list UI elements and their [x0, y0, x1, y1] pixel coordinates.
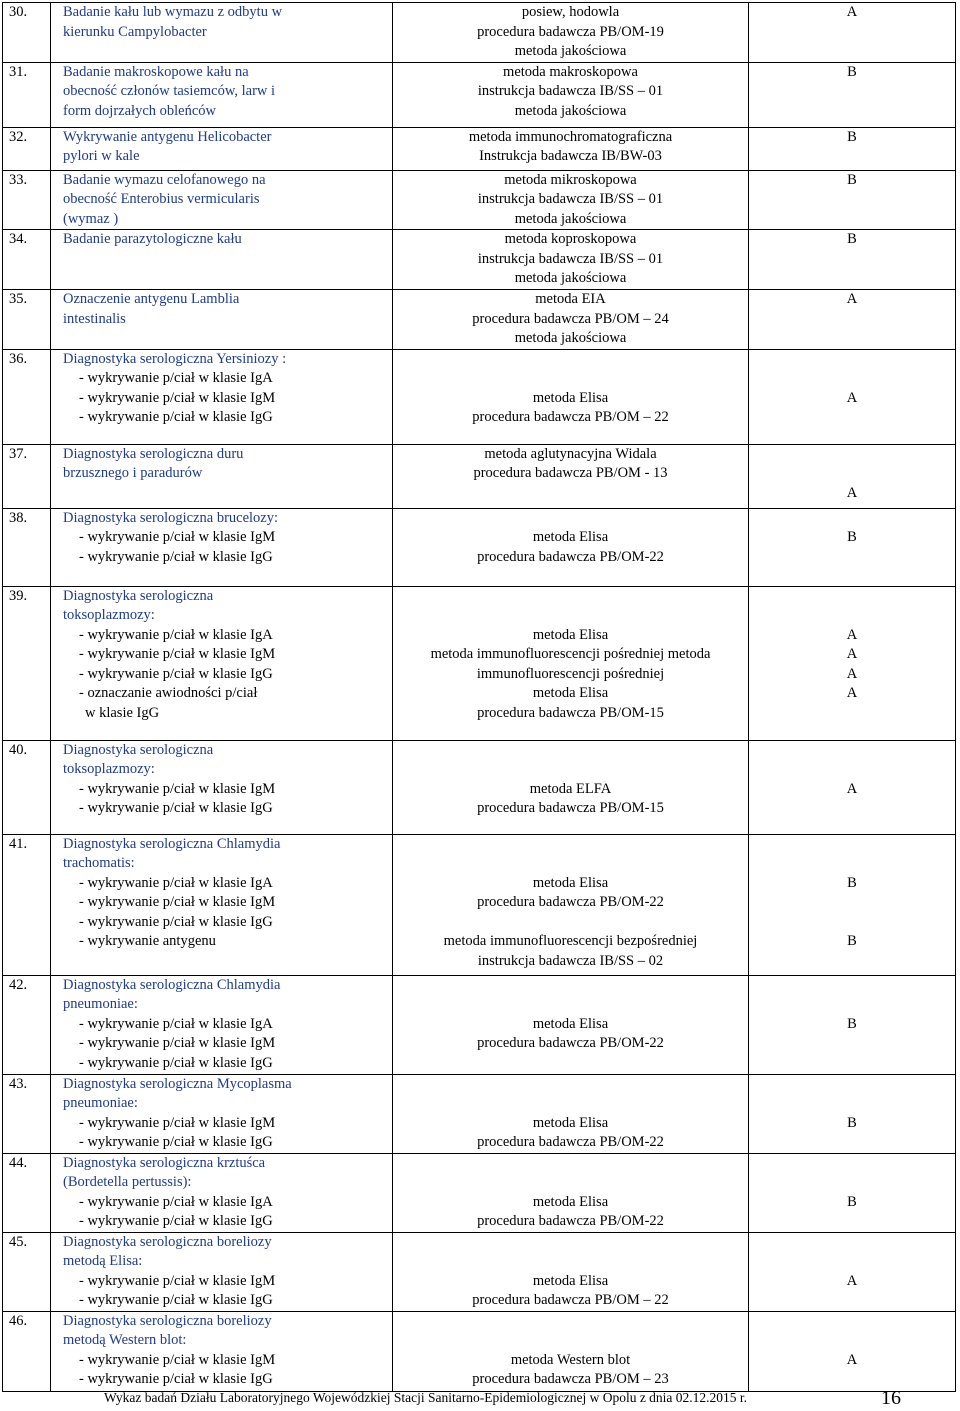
test-title-line: Diagnostyka serologiczna boreliozy	[63, 1312, 272, 1329]
accreditation-category	[749, 1311, 956, 1391]
method-line: procedura badawcza PB/OM – 24	[472, 310, 669, 327]
accreditation-category	[749, 230, 956, 290]
test-description	[51, 444, 393, 508]
test-title-line: trachomatis:	[63, 855, 135, 871]
accreditation-category	[749, 975, 956, 1074]
spacer	[749, 835, 955, 855]
test-title-line: metodą Western blot:	[63, 1332, 187, 1348]
test-subitem: - wykrywanie p/ciał w klasie IgG	[79, 1371, 273, 1387]
test-subitem: - wykrywanie p/ciał w klasie IgM	[79, 529, 276, 545]
spacer	[749, 976, 955, 996]
accreditation-category	[749, 444, 956, 508]
test-description	[51, 1311, 393, 1391]
method-line: instrukcja badawcza IB/SS – 01	[477, 191, 664, 207]
row-number: 45.	[3, 1232, 51, 1311]
test-description	[51, 1232, 393, 1311]
category-letter: B	[847, 529, 857, 545]
method-line: metoda Western blot	[510, 1351, 631, 1368]
test-subitem: - wykrywanie p/ciał w klasie IgA	[79, 1015, 273, 1032]
test-subitem: - wykrywanie p/ciał w klasie IgM	[79, 780, 276, 797]
test-description	[51, 170, 393, 230]
category-letter: A	[846, 1351, 858, 1368]
test-subitem: - wykrywanie p/ciał w klasie IgA	[79, 370, 273, 386]
test-subitem: - wykrywanie p/ciał w klasie IgG	[79, 665, 273, 682]
spacer	[393, 1233, 748, 1253]
spacer	[749, 1331, 955, 1351]
method-line: metoda Elisa	[532, 626, 609, 643]
category-letter: A	[846, 626, 858, 643]
table-row	[3, 349, 956, 444]
accreditation-category	[749, 586, 956, 740]
table-row	[3, 586, 956, 740]
method-line: metoda Elisa	[532, 685, 609, 701]
spacer	[749, 1252, 955, 1272]
method-line: metoda Elisa	[532, 1114, 609, 1131]
test-description	[51, 3, 393, 63]
test-method	[393, 349, 749, 444]
spacer	[393, 913, 748, 933]
test-title-line: kierunku Campylobacter	[63, 23, 207, 40]
test-subitem: - wykrywanie p/ciał w klasie IgM	[79, 1035, 276, 1051]
spacer	[749, 509, 955, 529]
test-method	[393, 170, 749, 230]
test-title-line: Diagnostyka serologiczna brucelozy:	[63, 509, 279, 526]
method-line: metoda immunochromatograficzna	[468, 128, 673, 145]
test-list-table	[2, 2, 956, 1392]
test-title-line: Diagnostyka serologiczna Mycoplasma	[63, 1075, 292, 1092]
test-title-line: brzusznego i paradurów	[63, 465, 203, 481]
method-line: metoda mikroskopowa	[504, 171, 637, 188]
method-line: instrukcja badawcza IB/SS – 01	[477, 83, 664, 99]
test-description	[51, 1074, 393, 1153]
spacer	[749, 587, 955, 607]
category-letter: A	[846, 665, 858, 682]
test-subitem: - wykrywanie p/ciał w klasie IgM	[79, 389, 276, 406]
method-line: posiew, hodowla	[521, 4, 620, 20]
spacer	[749, 1312, 955, 1332]
spacer	[393, 587, 748, 607]
spacer	[393, 606, 748, 626]
category-letter: A	[846, 1272, 858, 1289]
test-subitem: - wykrywanie p/ciał w klasie IgM	[79, 1351, 276, 1368]
test-method	[393, 586, 749, 740]
method-line: metoda ELFA	[529, 780, 612, 797]
method-line: metoda jakościowa	[514, 210, 627, 227]
test-method	[393, 230, 749, 290]
row-number: 43.	[3, 1074, 51, 1153]
spacer	[393, 1094, 748, 1114]
row-number: 35.	[3, 290, 51, 350]
spacer	[393, 835, 748, 855]
row-number: 39.	[3, 586, 51, 740]
footer-text: Wykaz badań Działu Laboratoryjnego Wojewódzkiej Stacji Sanitarno-Epidemiologicznej w Opolu z dnia 02.12.2015 r.	[104, 1390, 748, 1405]
test-description	[51, 290, 393, 350]
test-method	[393, 127, 749, 170]
row-number: 40.	[3, 740, 51, 834]
spacer	[393, 741, 748, 761]
test-title-line: obecność Enterobius vermicularis	[63, 191, 260, 207]
test-title-line: Diagnostyka serologiczna Chlamydia	[63, 976, 281, 993]
spacer	[749, 760, 955, 780]
accreditation-category	[749, 1153, 956, 1232]
row-number: 37.	[3, 444, 51, 508]
test-title-line: Diagnostyka serologiczna Chlamydia	[63, 835, 281, 852]
row-number: 44.	[3, 1153, 51, 1232]
spacer	[393, 976, 748, 996]
spacer	[749, 1075, 955, 1095]
method-line: metoda makroskopowa	[503, 63, 638, 80]
test-title-line: Badanie parazytologiczne kału	[63, 231, 242, 247]
row-number: 30.	[3, 3, 51, 63]
test-subitem: - wykrywanie p/ciał w klasie IgM	[79, 1272, 276, 1289]
accreditation-category	[749, 1232, 956, 1311]
table-row	[3, 62, 956, 127]
test-description	[51, 230, 393, 290]
test-title-line: Diagnostyka serologiczna krztuśca	[63, 1154, 266, 1171]
category-letter: A	[846, 389, 858, 406]
table-row	[3, 834, 956, 975]
test-subitem: - wykrywanie antygenu	[79, 933, 216, 949]
test-title-line: Diagnostyka serologiczna	[63, 587, 214, 604]
test-subitem: - wykrywanie p/ciał w klasie IgG	[79, 1054, 273, 1071]
method-line: metoda jakościowa	[514, 43, 627, 59]
row-number: 33.	[3, 170, 51, 230]
test-title-line: Badanie makroskopowe kału na	[63, 63, 249, 80]
category-letter: B	[847, 128, 857, 145]
method-line: metoda aglutynacyjna Widala	[484, 445, 657, 462]
test-title-line: metodą Elisa:	[63, 1253, 143, 1269]
test-title-line: pylori w kale	[63, 148, 140, 164]
row-number: 42.	[3, 975, 51, 1074]
method-line: metoda Elisa	[532, 874, 609, 891]
test-description	[51, 508, 393, 586]
spacer	[749, 995, 955, 1015]
method-line: metoda Elisa	[532, 1193, 609, 1210]
table-row	[3, 1074, 956, 1153]
spacer	[749, 606, 955, 626]
table-row	[3, 975, 956, 1074]
accreditation-category	[749, 834, 956, 975]
method-line: metoda Elisa	[532, 1272, 609, 1289]
spacer	[393, 1312, 748, 1332]
method-line: procedura badawcza PB/OM-19	[477, 23, 664, 40]
accreditation-category	[749, 127, 956, 170]
method-line: immunofluorescencji pośredniej	[476, 665, 665, 682]
accreditation-category	[749, 3, 956, 63]
table-row	[3, 1153, 956, 1232]
table-row	[3, 1232, 956, 1311]
test-title-line: Badanie wymazu celofanowego na	[63, 171, 266, 188]
test-title-line: (Bordetella pertussis):	[63, 1174, 192, 1190]
test-subitem: - wykrywanie p/ciał w klasie IgG	[79, 1213, 273, 1229]
table-row	[3, 3, 956, 63]
method-line: metoda EIA	[535, 291, 606, 307]
test-method	[393, 62, 749, 127]
accreditation-category	[749, 290, 956, 350]
method-line: Instrukcja badawcza IB/BW-03	[479, 148, 662, 164]
category-letter: B	[847, 1015, 857, 1032]
method-line: procedura badawcza PB/OM – 22	[472, 1292, 669, 1308]
method-line: metoda jakościowa	[514, 330, 627, 346]
category-letter: A	[846, 685, 858, 701]
method-line: procedura badawcza PB/OM-15	[477, 704, 664, 721]
table-row	[3, 170, 956, 230]
method-line: metoda immunofluorescencji pośredniej metoda	[430, 646, 711, 662]
test-method	[393, 1311, 749, 1391]
test-subitem: - wykrywanie p/ciał w klasie IgG	[79, 1292, 273, 1308]
category-letter: B	[847, 874, 857, 891]
accreditation-category	[749, 349, 956, 444]
test-description	[51, 975, 393, 1074]
method-line: instrukcja badawcza IB/SS – 01	[477, 250, 664, 267]
test-title-line: pneumoniae:	[63, 1095, 138, 1111]
accreditation-category	[749, 740, 956, 834]
method-line: procedura badawcza PB/OM-22	[477, 548, 664, 565]
category-letter: A	[846, 646, 858, 662]
category-letter: B	[847, 231, 857, 247]
table-body	[3, 3, 956, 1392]
test-title-line: form dojrzałych obleńców	[63, 102, 217, 119]
row-number: 36.	[3, 349, 51, 444]
spacer	[393, 1173, 748, 1193]
accreditation-category	[749, 1074, 956, 1153]
method-line: procedura badawcza PB/OM-22	[477, 1213, 664, 1229]
test-title-line: intestinalis	[63, 310, 126, 327]
spacer	[749, 445, 955, 465]
spacer	[749, 369, 955, 389]
test-subitem: - wykrywanie p/ciał w klasie IgA	[79, 1193, 273, 1210]
spacer	[749, 464, 955, 484]
spacer	[393, 1154, 748, 1174]
row-number: 31.	[3, 62, 51, 127]
spacer	[749, 913, 955, 933]
row-number: 32.	[3, 127, 51, 170]
method-line: procedura badawcza PB/OM – 22	[472, 409, 669, 425]
method-line: metoda Elisa	[532, 389, 609, 406]
spacer	[393, 854, 748, 874]
spacer	[749, 1173, 955, 1193]
spacer	[749, 350, 955, 370]
category-letter: B	[847, 63, 857, 80]
test-title-line: Oznaczenie antygenu Lamblia	[63, 291, 240, 307]
category-letter: A	[846, 291, 858, 307]
test-title-line: Diagnostyka serologiczna Yersiniozy :	[63, 350, 287, 367]
test-method	[393, 444, 749, 508]
method-line: metoda immunofluorescencji bezpośredniej	[443, 933, 698, 949]
test-subitem: - wykrywanie p/ciał w klasie IgG	[79, 548, 273, 565]
spacer	[749, 893, 955, 913]
spacer	[393, 369, 748, 389]
table-row	[3, 230, 956, 290]
method-line: procedura badawcza PB/OM-22	[477, 1134, 664, 1150]
test-title-line: pneumoniae:	[63, 996, 138, 1012]
category-letter: A	[846, 484, 858, 501]
test-subitem: - oznaczanie awiodności p/ciał	[79, 685, 258, 701]
category-letter: A	[846, 4, 858, 20]
table-row	[3, 508, 956, 586]
test-method	[393, 740, 749, 834]
spacer	[393, 1252, 748, 1272]
accreditation-category	[749, 170, 956, 230]
spacer	[393, 1075, 748, 1095]
test-description	[51, 1153, 393, 1232]
method-line: procedura badawcza PB/OM - 13	[473, 465, 668, 481]
test-title-line: Diagnostyka serologiczna duru	[63, 445, 244, 462]
test-method	[393, 834, 749, 975]
spacer	[749, 1154, 955, 1174]
test-subitem: - wykrywanie p/ciał w klasie IgM	[79, 646, 276, 662]
test-title-line: obecność członów tasiemców, larw i	[63, 83, 276, 99]
table-row	[3, 1311, 956, 1391]
category-letter: B	[847, 933, 857, 949]
test-description	[51, 586, 393, 740]
spacer	[393, 509, 748, 529]
test-description	[51, 349, 393, 444]
test-method	[393, 1074, 749, 1153]
method-line: metoda Elisa	[532, 1015, 609, 1032]
category-letter: B	[847, 171, 857, 188]
category-letter: B	[847, 1193, 857, 1210]
spacer	[393, 350, 748, 370]
test-title-line: toksoplazmozy:	[63, 761, 155, 777]
spacer	[749, 1094, 955, 1114]
spacer	[749, 1233, 955, 1253]
test-method	[393, 1232, 749, 1311]
method-line: procedura badawcza PB/OM-22	[477, 894, 664, 910]
method-line: instrukcja badawcza IB/SS – 02	[477, 952, 664, 969]
method-line: metoda jakościowa	[514, 102, 627, 119]
spacer	[749, 854, 955, 874]
table-row	[3, 127, 956, 170]
test-description	[51, 127, 393, 170]
test-method	[393, 508, 749, 586]
test-subitem: w klasie IgG	[85, 704, 160, 721]
test-subitem: - wykrywanie p/ciał w klasie IgM	[79, 1114, 276, 1131]
test-subitem: - wykrywanie p/ciał w klasie IgA	[79, 626, 273, 643]
test-title-line: Diagnostyka serologiczna	[63, 741, 214, 758]
spacer	[749, 741, 955, 761]
spacer	[393, 1331, 748, 1351]
test-subitem: - wykrywanie p/ciał w klasie IgG	[79, 1134, 273, 1150]
test-subitem: - wykrywanie p/ciał w klasie IgG	[79, 913, 273, 930]
page-number: 16	[881, 1387, 901, 1409]
row-number: 38.	[3, 508, 51, 586]
test-title-line: Diagnostyka serologiczna boreliozy	[63, 1233, 272, 1250]
test-description	[51, 834, 393, 975]
spacer	[393, 760, 748, 780]
method-line: procedura badawcza PB/OM – 23	[472, 1371, 669, 1387]
test-method	[393, 975, 749, 1074]
category-letter: A	[846, 780, 858, 797]
test-subitem: - wykrywanie p/ciał w klasie IgA	[79, 874, 273, 891]
row-number: 34.	[3, 230, 51, 290]
test-method	[393, 1153, 749, 1232]
spacer	[393, 995, 748, 1015]
method-line: metoda Elisa	[532, 529, 609, 545]
row-number: 46.	[3, 1311, 51, 1391]
accreditation-category	[749, 62, 956, 127]
test-subitem: - wykrywanie p/ciał w klasie IgG	[79, 800, 273, 816]
test-method	[393, 290, 749, 350]
test-title-line: (wymaz )	[63, 210, 119, 227]
test-title-line: Wykrywanie antygenu Helicobacter	[63, 128, 272, 145]
method-line: procedura badawcza PB/OM-22	[477, 1035, 664, 1051]
category-letter: B	[847, 1114, 857, 1131]
table-row	[3, 444, 956, 508]
method-line: metoda jakościowa	[514, 270, 627, 286]
test-method	[393, 3, 749, 63]
method-line: procedura badawcza PB/OM-15	[477, 800, 664, 816]
accreditation-category	[749, 508, 956, 586]
test-subitem: - wykrywanie p/ciał w klasie IgM	[79, 894, 276, 910]
row-number: 41.	[3, 834, 51, 975]
table-row	[3, 290, 956, 350]
table-row	[3, 740, 956, 834]
method-line: metoda koproskopowa	[504, 231, 637, 247]
test-title-line: toksoplazmozy:	[63, 607, 155, 623]
test-description	[51, 740, 393, 834]
test-description	[51, 62, 393, 127]
page-footer	[0, 1389, 960, 1411]
test-title-line: Badanie kału lub wymazu z odbytu w	[63, 4, 283, 20]
test-subitem: - wykrywanie p/ciał w klasie IgG	[79, 409, 273, 425]
